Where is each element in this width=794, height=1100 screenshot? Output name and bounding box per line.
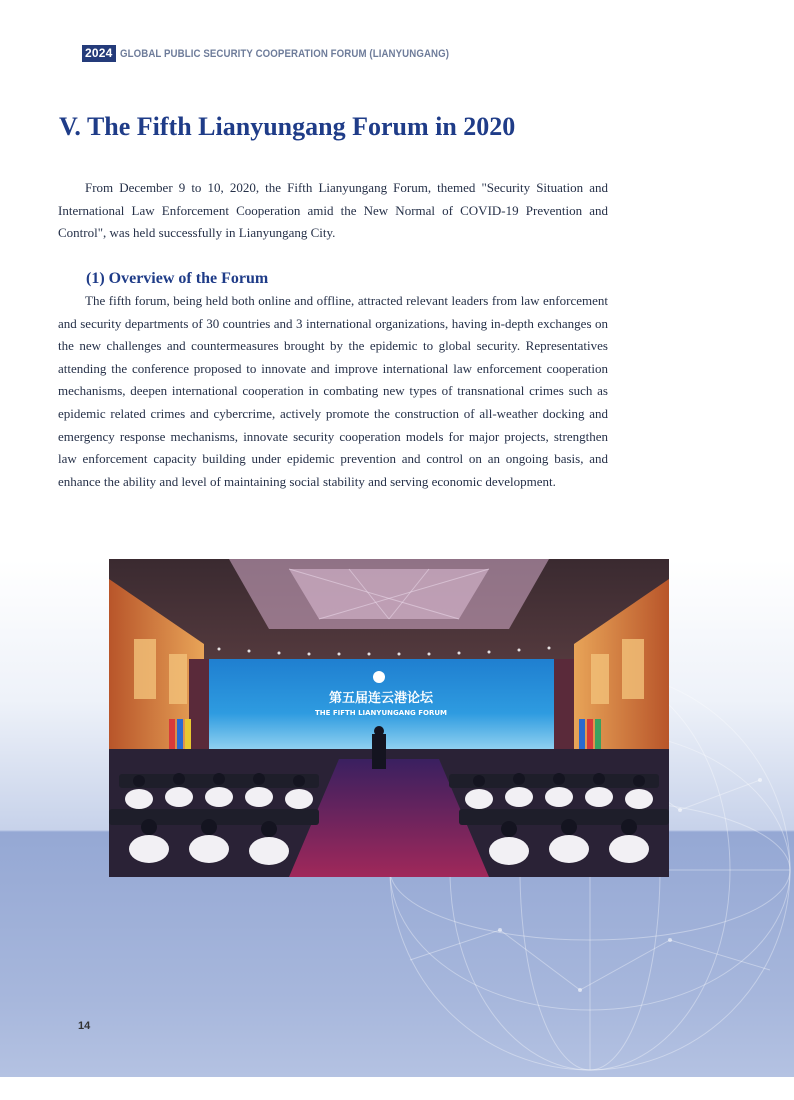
overview-heading: (1) Overview of the Forum (86, 270, 269, 287)
running-header (82, 45, 493, 62)
header-title: GLOBAL PUBLIC SECURITY COOPERATION FORUM (LIANYUNGANG) (119, 47, 449, 60)
page-number: 14 (78, 1020, 91, 1032)
screen-title-en: THE FIFTH LIANYUNGANG FORUM (314, 709, 448, 717)
forum-venue-photo (109, 559, 669, 877)
overview-paragraph: The fifth forum, being held both online and offline, attracted relevant leaders from law enforcement and security departments of 30 countries and 3 international organizations, having in-depth exchanges on the new challenges and countermeasures brought by the epidemic to global security. Representatives attending the conference proposed to innovate and improve international law enforcement cooperation mechanisms, deepen international cooperation in combating new types of transnational crimes such as epidemic related crimes and cybercrime, actively promote the construction of all-weather docking and emergency response mechanisms, innovate security cooperation models for major projects, strengthen law enforcement capacity building under epidemic prevention and control on an ongoing basis, and enhance the ability and level of maintaining social stability and serving economic development. (58, 293, 608, 489)
screen-title-cn: 第五届连云港论坛 (328, 691, 434, 706)
year-badge: 2024 (82, 45, 116, 62)
section-title: V. The Fifth Lianyungang Forum in 2020 (59, 112, 516, 141)
intro-paragraph: From December 9 to 10, 2020, the Fifth Lianyungang Forum, themed "Security Situation and International Law Enforcement Cooperation amid the New Normal of COVID-19 Prevention and Control", was held successfully in Lianyungang City. (58, 180, 608, 241)
